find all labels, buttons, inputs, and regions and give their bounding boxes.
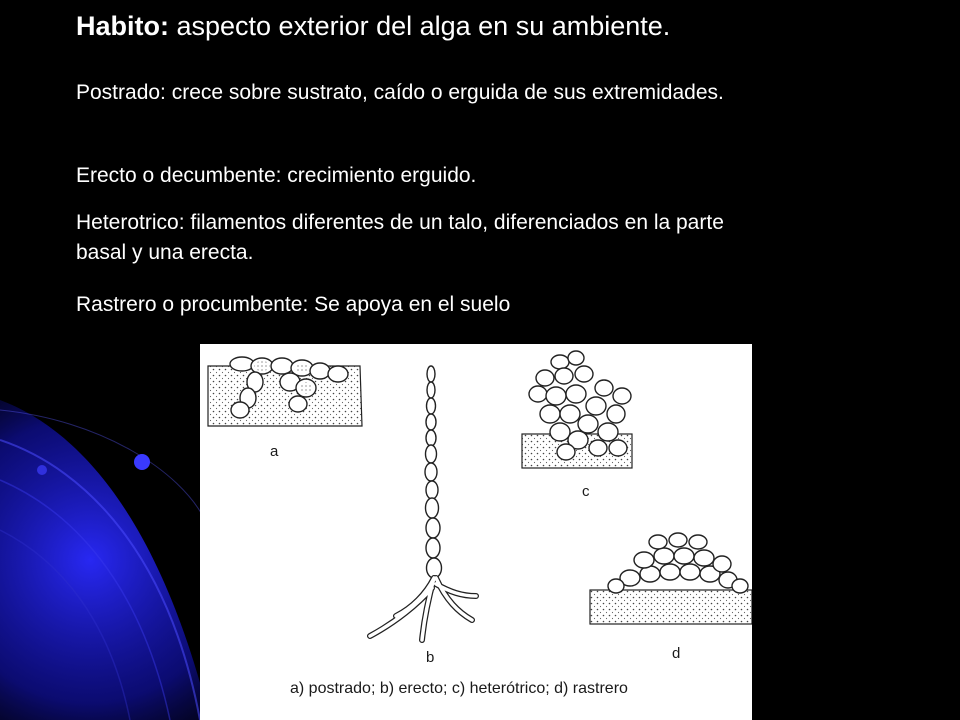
- paragraph-postrado: Postrado: crece sobre sustrato, caído o erguida de sus extremidades.: [76, 81, 724, 104]
- slide-title: [76, 6, 670, 46]
- swoosh-dot-small: [37, 465, 47, 475]
- label-b: b: [426, 649, 435, 666]
- label-c: c: [582, 483, 590, 500]
- habit-a-postrado: [208, 357, 362, 460]
- paragraph-erecto: Erecto o decumbente: crecimiento erguido.: [76, 164, 477, 187]
- title-rest: aspecto exterior del alga en su ambiente.: [168, 11, 671, 41]
- paragraph-rastrero: Rastrero o procumbente: Se apoya en el suelo: [76, 293, 511, 316]
- algae-habit-illustration: [200, 344, 752, 720]
- illustration-drawing: [200, 344, 752, 720]
- title-bold: Habito:: [76, 11, 169, 41]
- habit-c-heterotrico: [522, 351, 632, 500]
- paragraph-heterotrico: Heterotrico: filamentos diferentes de un talo, diferenciados en la parte basal y una erecta.: [76, 211, 724, 264]
- habit-d-rastrero: [590, 533, 752, 662]
- label-d: d: [672, 645, 681, 662]
- habit-b-erecto: [370, 366, 476, 666]
- figure-caption: a) postrado; b) erecto; c) heterótrico; d) rastrero: [290, 680, 628, 697]
- swoosh-dot-large: [134, 454, 150, 470]
- label-a: a: [270, 443, 279, 460]
